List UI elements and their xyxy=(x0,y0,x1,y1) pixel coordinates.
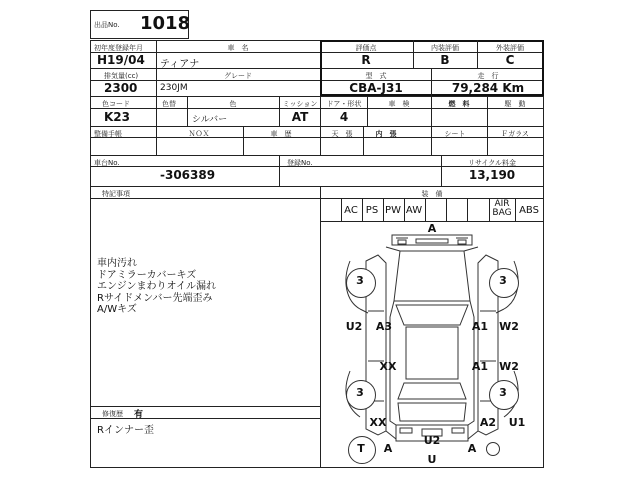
code-wheel-tl: 3 xyxy=(356,274,364,287)
notes-list xyxy=(97,258,216,316)
code-bottom-u2: U2 xyxy=(423,434,441,447)
grille xyxy=(416,239,448,243)
vline xyxy=(446,198,447,221)
hline xyxy=(90,137,544,138)
hline xyxy=(90,406,320,407)
eval-value: R xyxy=(361,53,371,67)
code-mid-xx: XX xyxy=(379,360,397,373)
color-code-value: K23 xyxy=(104,110,130,124)
roof xyxy=(406,327,458,379)
label-doors: ドア・形状 xyxy=(326,100,362,108)
label-interior-eval: 内装評価 xyxy=(431,44,459,52)
label-fuel: 燃 料 xyxy=(448,100,470,108)
label-eval: 評価点 xyxy=(355,44,377,52)
label-interior-lining: 内 張 xyxy=(375,130,397,138)
equip-ac: AC xyxy=(344,205,358,216)
chassis-value: -306389 xyxy=(160,168,216,182)
hline xyxy=(90,418,320,419)
code-right-w2-upper: W2 xyxy=(499,320,519,333)
label-grade: グレード xyxy=(224,72,252,80)
rear-window xyxy=(398,383,466,399)
equip-airbag: AIR BAG xyxy=(492,199,512,218)
label-chassis: 車台No. xyxy=(94,159,120,167)
mission-value: AT xyxy=(291,110,309,124)
taillight-right xyxy=(452,428,464,433)
code-bottom-u1: U1 xyxy=(508,416,526,429)
interior-eval-value: B xyxy=(440,53,450,67)
vline xyxy=(383,198,384,221)
note-line: A/Wキズ xyxy=(97,304,137,315)
recycle-value: 13,190 xyxy=(468,168,516,182)
vline xyxy=(404,198,405,221)
repair-value: 有 xyxy=(134,410,144,420)
displacement-value: 2300 xyxy=(104,81,138,95)
note-line: Rサイドメンバー先端歪み xyxy=(97,292,213,304)
vline xyxy=(363,126,364,155)
color-value: シルバー xyxy=(192,115,228,125)
label-color-code: 色コード xyxy=(102,100,130,108)
mileage-value: 79,284 Km xyxy=(451,81,525,95)
vline xyxy=(279,155,280,186)
vline xyxy=(441,155,442,186)
trunk xyxy=(398,403,466,421)
taillight-left xyxy=(400,428,412,433)
front-lip xyxy=(386,247,478,251)
label-color: 色 xyxy=(229,100,237,108)
car-diagram xyxy=(320,221,544,468)
hline xyxy=(90,198,544,199)
code-bottom-xx: XX xyxy=(369,416,387,429)
left-mirror xyxy=(360,309,368,313)
equip-ps: PS xyxy=(365,205,379,216)
doors-value: 4 xyxy=(339,110,349,124)
label-f-glass: Ｆガラス xyxy=(501,130,529,138)
exterior-eval-value: C xyxy=(505,53,515,67)
label-model: 型 式 xyxy=(365,72,387,80)
vline xyxy=(156,40,157,68)
code-wheel-br: 3 xyxy=(499,386,507,399)
note-line: 車内汚れ xyxy=(97,258,137,269)
vline xyxy=(279,96,280,126)
label-sunroof: 天 張 xyxy=(331,130,353,138)
vline xyxy=(320,126,321,155)
label-seat: シート xyxy=(444,130,466,138)
vline xyxy=(341,198,342,221)
windshield xyxy=(396,305,468,325)
model-value: CBA-J31 xyxy=(349,81,403,95)
label-recycle: リサイクル料金 xyxy=(467,159,517,167)
vline xyxy=(425,198,426,221)
label-color-no: 色替 xyxy=(162,100,176,108)
first-reg-value: H19/04 xyxy=(97,53,145,67)
vline xyxy=(156,68,157,96)
label-repair: 修復歴 xyxy=(102,410,123,418)
headlight-right xyxy=(458,240,466,244)
code-top-a: A xyxy=(427,222,437,235)
hline xyxy=(90,155,544,156)
vline xyxy=(515,198,516,221)
vline xyxy=(477,40,478,68)
code-right-a1-mid: A1 xyxy=(471,360,489,373)
vline xyxy=(467,198,468,221)
label-car-name: 車 名 xyxy=(227,44,249,52)
code-bottom-a-right: A xyxy=(467,442,477,455)
code-wheel-bl: 3 xyxy=(356,386,364,399)
vline xyxy=(187,96,188,126)
code-left-a3: A3 xyxy=(375,320,393,333)
rear-right-small-circle xyxy=(486,442,500,456)
vline xyxy=(243,126,244,155)
label-manual: 整備手帳 xyxy=(94,130,122,138)
hline xyxy=(90,96,544,97)
headlight-left xyxy=(398,240,406,244)
code-bottom-a2: A2 xyxy=(479,416,497,429)
vline xyxy=(156,96,157,126)
vline xyxy=(156,126,157,155)
car-name-value: ティアナ xyxy=(160,59,200,70)
label-history: 車 歴 xyxy=(270,130,292,138)
label-equipment: 装 備 xyxy=(421,190,443,198)
code-wheel-tr: 3 xyxy=(499,274,507,287)
vline xyxy=(367,96,368,126)
hline xyxy=(90,126,544,127)
note-line: エンジンまわりオイル漏れ xyxy=(97,281,216,292)
vline xyxy=(487,126,488,155)
code-bottom-a-left: A xyxy=(383,442,393,455)
code-right-a1-upper: A1 xyxy=(471,320,489,333)
code-trunk-t: T xyxy=(357,442,365,455)
grade-value: 230JM xyxy=(160,83,188,93)
vline xyxy=(362,198,363,221)
hline xyxy=(90,186,544,187)
equip-abs: ABS xyxy=(519,205,539,216)
label-exterior-eval: 外装評価 xyxy=(496,44,524,52)
right-mirror xyxy=(496,309,504,313)
vline xyxy=(413,40,414,68)
equip-aw: AW xyxy=(405,205,423,216)
lot-number: 1018 xyxy=(140,13,191,34)
code-bottom-u: U xyxy=(427,453,437,466)
hood xyxy=(394,251,470,301)
vline xyxy=(431,68,432,96)
vline xyxy=(431,96,432,126)
vline xyxy=(320,96,321,126)
vline xyxy=(487,96,488,126)
label-reg-no: 登録No. xyxy=(287,159,313,167)
label-first-reg: 初年度登録年月 xyxy=(94,44,143,52)
code-left-u2: U2 xyxy=(345,320,363,333)
label-inspection: 車 検 xyxy=(388,100,410,108)
label-notes: 特記事項 xyxy=(102,190,130,198)
vline xyxy=(431,126,432,155)
note-line: ドアミラーカバーキズ xyxy=(97,269,197,281)
label-displacement: 排気量(cc) xyxy=(104,72,139,80)
label-drive: 駆 動 xyxy=(504,100,526,108)
repair-note: Rインナー歪 xyxy=(97,425,154,436)
lot-label: 出品No. xyxy=(94,21,120,29)
code-right-w2-mid: W2 xyxy=(499,360,519,373)
equip-pw: PW xyxy=(385,205,401,216)
label-mileage: 走 行 xyxy=(477,72,499,80)
label-nox: ＮＯＸ xyxy=(188,130,210,138)
label-mission: ミッション xyxy=(282,100,318,108)
